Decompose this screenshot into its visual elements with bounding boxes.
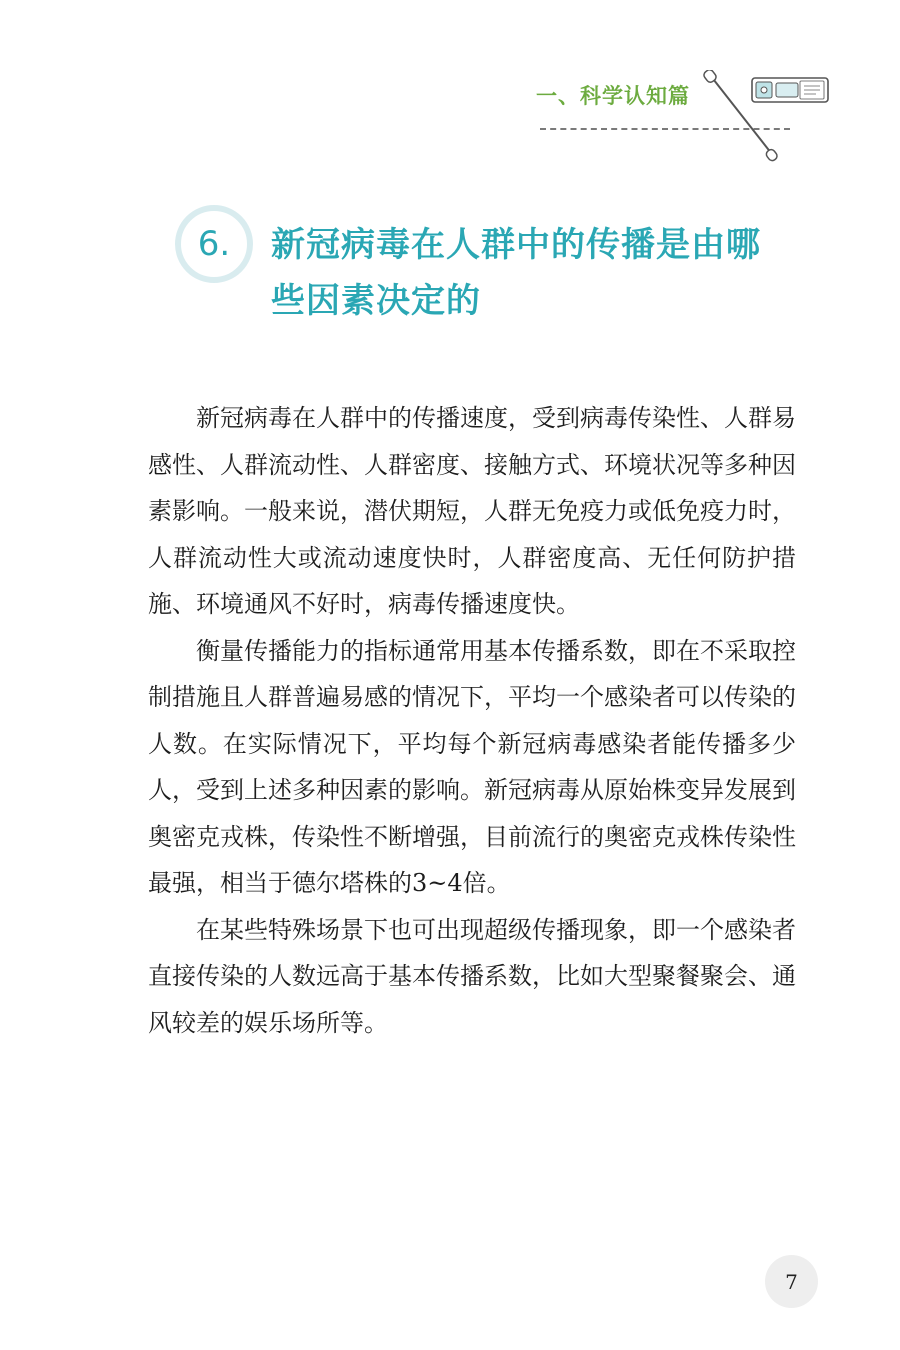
body-paragraph-2: 衡量传播能力的指标通常用基本传播系数，即在不采取控制措施且人群普遍易感的情况下，平均一个感染者可以传染的人数。在实际情况下，平均每个新冠病毒感染者能传播多少人，受到上述多种因素的影响。新冠病毒从原始株变异发展到奥密克戎株，传染性不断增强，目前流行的奥密克戎株传染性最强，相当于德尔塔株的3~4倍。	[148, 636, 796, 897]
antigen-test-swab-icon	[700, 70, 835, 165]
body-paragraph-1: 新冠病毒在人群中的传播速度，受到病毒传染性、人群易感性、人群流动性、人群密度、接触方式、环境状况等多种因素影响。一般来说，潜伏期短，人群无免疫力或低免疫力时，人群流动性大或流动速度快时，人群密度高、无任何防护措施、环境通风不好时，病毒传播速度快。	[148, 404, 796, 618]
article-body	[148, 395, 796, 1046]
question-title: 新冠病毒在人群中的传播是由哪些因素决定的	[271, 225, 761, 321]
section-header	[0, 70, 900, 160]
section-title: 一、科学认知篇	[536, 84, 690, 108]
body-paragraph-3: 在某些特殊场景下也可出现超级传播现象，即一个感染者直接传染的人数远高于基本传播系数，比如大型聚餐聚会、通风较差的娱乐场所等。	[148, 915, 796, 1037]
question-number-badge: 6.	[175, 205, 253, 283]
page-number: 7	[765, 1255, 818, 1308]
question-heading	[175, 205, 815, 345]
